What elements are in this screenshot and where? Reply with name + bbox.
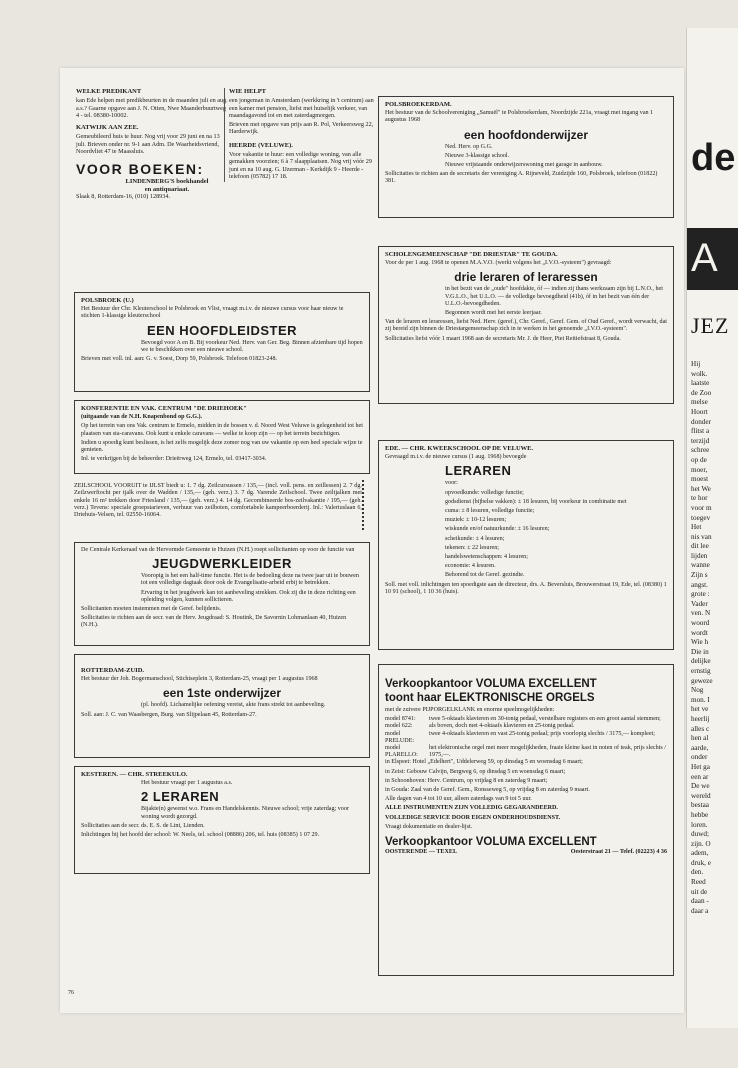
ad-text: Sollicitaties te richten aan de secretaris der vereniging A. Rijneveld, Zuidzijde 160, Polsbroek, telefoon (01822) 381. <box>385 171 658 185</box>
voluma-ad <box>378 664 674 976</box>
text-line: bestaa <box>691 801 709 810</box>
ad-heading: KONFERENTIE EN VAK. CENTRUM "DE DRIEHOEK" <box>81 405 247 412</box>
text-line: Vader <box>691 599 708 608</box>
column-text-fragment <box>691 360 713 916</box>
leraren-title: 2 LERAREN <box>141 789 220 805</box>
model-desc: twee 4-oktaafs klavieren en vast 25-tonig pedaal; prijs voorlopig slechts / 3175,— kompleet; <box>429 730 655 737</box>
subject-item: opvoedkunde: volledige functie; <box>445 489 524 496</box>
ad-subtext: voor: <box>445 480 458 487</box>
driestar-ad <box>378 246 674 404</box>
model-row <box>385 723 667 730</box>
subject-list <box>445 490 667 580</box>
subject-item: tekenen: ± 22 lesuren; <box>445 544 499 551</box>
text-line: op de <box>691 455 707 464</box>
lindenberg-address: Slaak 8, Rotterdam-16, (010) 128934. <box>76 192 170 200</box>
text-line: woord <box>691 619 710 628</box>
text-line: wordt <box>691 628 708 637</box>
ad-heading: WIE HELPT <box>229 88 267 95</box>
text-line: grote : <box>691 590 710 599</box>
ad-text: Alle dagen van 4 tot 10 uur, alleen zaterdags van 9 tot 5 uur. <box>385 796 532 803</box>
ad-subtext: in het bezit van de „oude" hoofdakte, óf — indien zij thans werkzaam zijn bij L.N.O., het V.G.L.O., het U.L.O. — de volledige bevoegdheid (41b), óf in het bezit van één der U.L.O.-bevoegdheden. <box>445 286 663 307</box>
ad-text: Gemeubileerd huis te huur. Nog vrij voor 29 juni en na 13 juli. Brieven onder nr. 9-1 aan Adm. De Waarheidsvriend, Noordvliet 47 te Maassluis. <box>76 133 220 156</box>
box-letter: A <box>691 236 718 280</box>
ad-text: De Centrale Kerkeraad van de Hervormde Gemeente te Huizen (N.H.) roept sollicitanten op voor de functie van <box>81 547 355 553</box>
ad-heading: EDE. — CHR. KWEEKSCHOOL OP DE VELUWE. <box>385 445 534 452</box>
page-number: 76 <box>68 990 74 996</box>
antiquariaat-text: en antiquariaat. <box>144 185 190 193</box>
text-line: wolk. <box>691 369 708 378</box>
adjacent-page <box>686 28 738 1028</box>
text-line: mon. I <box>691 695 710 704</box>
newspaper-page <box>60 68 684 1013</box>
text-line: Het <box>691 523 702 532</box>
ede-ad <box>378 440 674 650</box>
demo-location: in Elspeet: Hotel „Edelhert", Uddelerweg 59, op dinsdag 5 en woensdag 6 maart; <box>385 759 583 766</box>
ad-text: VOLLEDIGE SERVICE DOOR EIGEN ONDERHOUDSDIENST. <box>385 814 561 821</box>
text-line: uit de <box>691 887 708 896</box>
text-line: adem, <box>691 849 709 858</box>
lindenberg-name: LINDENBERG'S boekhandel <box>125 178 209 186</box>
text-line: flitst a <box>691 427 710 436</box>
ad-text: ZEILSCHOOL VOORUIT te IJLST biedt u: 1. 7 dg. Zeilcursussen / 135,— (incl. voll. pens. en zeillessen) 2. 7 dg. Zeilzwerftocht per tjalk over de Wadden / 135,— (geh. verz.) 3. 7 dg. Varende Zeilschool. Twee zeiltjalken met enkele 16 m² trekken door Friesland / 135,— (geh. verz.) 4. 14 dg. Gecombineerde bos-zeilvakantie / 195,— (geh. verz.) Tevens: speciale groepstarieven, verhuur van zeilboten, comfortabele kampeerboerderij. Inl.: Valeriuslaan 6, Driehuis-Velsen, tel. 02550-16064. <box>74 482 362 519</box>
voluma-address: Oesterstraat 21 — Telef. (02223) 4 36 <box>570 849 667 856</box>
ad-heading: KATWIJK AAN ZEE. <box>76 124 139 132</box>
ad-text: Indien u spoedig kunt beslissen, is het zelfs mogelijk deze zomer nog van uw vakantie op een heel speciale wijze te genieten. <box>81 439 363 454</box>
text-line: het ve <box>691 705 709 714</box>
text-line: terzijd <box>691 436 710 445</box>
text-line: hen al <box>691 734 709 743</box>
text-line: daan - <box>691 897 709 906</box>
ad-text: Brieven met voll. inl. aan: G. v. Soest, Dorp 59, Polsbroek. Telefoon 01823-248. <box>81 356 278 363</box>
text-line: den. <box>691 868 704 877</box>
ad-heading: KESTEREN. — CHR. STREEKULO. <box>81 771 188 778</box>
ad-text: Van de leraren en leraressen, liefst Ned. Herv. (geref.), Chr. Geref., Geref. Gem. of Oud Geref., wordt verwacht, dat zij bereid zijn binnen de Driestargemeenschap zich in te werken in het genoemde „I.V.O.-systeem". <box>385 319 667 333</box>
ad-subtext: (pl. hoofd). Lichamelijke oefening vereist, akte frans strekt tot aanbeveling. <box>141 702 326 709</box>
subject-item: wiskunde en/of natuurkunde: ± 16 lesuren; <box>445 526 550 533</box>
text-line: toegev <box>691 513 711 522</box>
voluma-title-line1: Verkoopkantoor VOLUMA EXCELLENT <box>385 678 597 690</box>
text-line: heerlij <box>691 714 710 723</box>
hoofdleidster-title: EEN HOOFDLEIDSTER <box>146 322 298 338</box>
text-line: moer, <box>691 465 708 474</box>
demo-location: in Zeist: Gebouw Calvijn, Bergweg 6, op dinsdag 5 en woensdag 6 maart; <box>385 768 566 775</box>
subject-item: handelswetenschappen: 4 lesuren; <box>445 554 528 561</box>
model-row <box>385 731 667 745</box>
model-desc: twee 5-oktaafs klavieren en 30-tonig pedaal, verstelbare registers en een groot aantal stemmen; <box>429 716 661 723</box>
text-line: Het ga <box>691 762 710 771</box>
text-line: druk, e <box>691 858 711 867</box>
text-line: De we <box>691 782 710 791</box>
text-line: ernstig <box>691 667 711 675</box>
model-name: model PRELUDE: <box>385 730 415 744</box>
text-line: delijke <box>691 657 711 666</box>
wie-helpt-ad <box>224 88 375 182</box>
ad-text: Soll. met voll. inlichtingen ten spoedigste aan de directeur, drs. A. Beversluis, Brouwerstraat 19, Ede, tel. (08380) 1 10 91 (school), 1 10 36 (huis). <box>385 581 667 595</box>
jeugdwerkleider-title: JEUGDWERKLEIDER <box>152 556 292 572</box>
text-line: Hoort <box>691 407 708 416</box>
huizen-ad <box>74 542 370 646</box>
ad-text: kan Ede helpen met predikbeurten in de maanden juli en aug. a.s.? Gaarne opgave aan J. N. Otten, Nwe Maanderbuurtweg 4 - tel. 08380-10002. <box>76 97 228 119</box>
text-line: moest <box>691 475 709 484</box>
ad-heading: HEERDE (VELUWE). <box>229 141 293 149</box>
ad-subtext: Bevoegd voor A en B. Bij voorkeur Ned. Herv. van Ger. Beg. Binnen afzienbare tijd hopen we te beschikken over een nieuwe school. <box>141 339 363 353</box>
voluma-city: OOSTERENDE — TEXEL <box>385 849 458 856</box>
ad-text: Inl. te verkrijgen bij de beheerder: Drieërweg 124, Ermelo, tel. 03417-3034. <box>81 456 267 463</box>
ede-leraren-title: LERAREN <box>445 463 512 479</box>
text-line: hebbe <box>691 810 709 819</box>
text-line: Zijn s <box>691 571 708 580</box>
text-line: schree <box>691 446 710 455</box>
model-desc: als boven, doch met 4-oktaafs klavieren en 25-tonig pedaal. <box>429 723 575 730</box>
text-line: een ar <box>691 772 709 781</box>
polsbroekerdam-ad <box>378 96 674 218</box>
subject-item: cuma: ± 8 lesuren, volledige functie; <box>445 508 535 515</box>
ad-subheading: (uitgaande van de N.H. Knapenbond op G.G.). <box>81 414 203 421</box>
ad-text: Het bestuur van de Schoolvereniging „Samuël" te Polsbroekerdam, Noordzijde 221a, vraagt met ingang van 1 augustus 1968 <box>385 110 654 124</box>
ad-text: Het bestuur der Joh. Bogermanschool, Stichtseplein 3, Rotterdam-25, vraagt per 1 augustus 1968 <box>81 676 318 683</box>
text-line: zijn. O <box>691 839 711 848</box>
ad-text: Op het terrein van ons Vak. centrum te Ermelo, midden in de bossen v. d. Noord West Veluwe is gelegenheid tot het plaatsen van sta-caravans. Ook kunt u enkele caravans — welke te koop zijn — op het terrein bezichtigen. <box>81 423 363 437</box>
ad-text: een jongeman in Amsterdam (werkkring in 't centrum) aan een kamer met pension, liefst met huiselijk verkeer, van maandagavond tot en met zaterdagmorgen. <box>229 97 374 119</box>
subject-item: godsdienst (bijbelse vakken): ± 18 lesuren, bij voorkeur in combinatie met <box>445 498 627 505</box>
ad-text: Brieven met opgave van prijs aan R. Pol, Verkeersweg 22, Harderwijk. <box>229 121 374 136</box>
voor-boeken-heading: VOOR BOEKEN: <box>76 161 204 178</box>
welke-predikant-ad <box>76 88 228 200</box>
subject-item: economie: 4 lesuren. <box>445 563 496 570</box>
model-name: model 8741: <box>385 716 416 723</box>
ad-text: Vraagt dokumentatie en dealer-lijst. <box>385 823 473 830</box>
text-line: Die in <box>691 647 709 656</box>
voluma-footer-title: Verkoopkantoor VOLUMA EXCELLENT <box>385 836 597 849</box>
voluma-footer-address <box>385 849 667 856</box>
text-line: onder <box>691 753 708 762</box>
ad-text: Soll. aan: J. C. van Waasbergen, Burg. van Slijpelaan 45, Rotterdam-27. <box>81 711 257 718</box>
ad-text: Sollicitaties liefst vóór 1 maart 1968 aan de secretaris Mr. J. de Heer, Piet Reitiefstraat 8, Gouda. <box>385 335 621 342</box>
text-line: lijden <box>691 551 708 560</box>
text-line: duwd; <box>691 830 709 839</box>
ad-text: Sollicitaties te richten aan de secr. van de Herv. Jeugdraad: S. Houtink, De Savornin Lohmanlaan 40, Huizen (N.H.). <box>81 615 347 629</box>
ad-subtext: Ned. Herv. op G.G. <box>445 143 493 150</box>
ad-text: met de zuivere PIJPORGELKLANK en enorme speelmogelijkheden: <box>385 707 555 713</box>
subject-item: scheikunde: ± 4 lesuren; <box>445 535 505 542</box>
ad-subtext: Vooropig is het een half-time functie. Het is de bedoeling deze na twee jaar uit te bouwen tot een volledige dagtaak door ook de Evangelisatie-arbeid erbij te betrekken. <box>141 573 360 587</box>
rotterdam-ad <box>74 654 370 758</box>
model-name: model 622: <box>385 723 413 730</box>
ad-text: ALLE INSTRUMENTEN ZIJN VOLLEDIG GEGARANDEERD. <box>385 805 558 812</box>
ad-subtext: Ervaring in het jeugdwerk kan tot aanbeveling strekken. Ook zij die in deze richting een opleiding volgen, kunnen solliciteren. <box>141 589 356 603</box>
text-line: Nog <box>691 686 704 695</box>
ad-heading: WELKE PREDIKANT <box>76 88 142 95</box>
ad-text: Inlichtingen bij het hoofd der school: W. Neels, tel. school (08886) 206, tel. huis (08385) 1 07 29. <box>81 832 320 839</box>
ad-text: Voor de per 1 aug. 1968 te openen M.A.V.O. (werkt volgens het „I.V.O.-systeem") gevraagd: <box>385 260 612 267</box>
text-line: alles c <box>691 724 710 733</box>
ad-subtext: Begonnen wordt met het eerste leerjaar. <box>445 310 542 317</box>
ad-heading: POLSBROEKERDAM. <box>385 101 452 108</box>
text-line: nis van <box>691 532 712 541</box>
text-line: melse <box>691 398 708 407</box>
ad-text: Het bestuur vraagt per 1 augustus a.s. <box>141 780 233 787</box>
model-name: model PLARELLO: <box>385 745 418 759</box>
model-row <box>385 745 667 759</box>
black-box <box>687 228 738 290</box>
text-line: te hor <box>691 494 708 503</box>
text-line: laatste <box>691 379 710 388</box>
headline-fragment: de <box>691 137 736 179</box>
ad-text: Sollicitaties aan de secr. ds. E. S. de Lint, Lienden. <box>81 822 205 829</box>
dotted-border <box>362 480 370 530</box>
hoofdonderwijzer-title: een hoofdonderwijzer <box>463 127 588 142</box>
ad-text: Gevraagd m.i.v. de nieuwe cursus (1 aug. 1968) bevoegde <box>385 454 527 461</box>
subject-item: muziek: ± 10-12 lesuren; <box>445 517 507 524</box>
text-line: angst. <box>691 580 708 589</box>
text-line: Wie h <box>691 638 709 647</box>
ad-text: Het Bestuur der Chr. Kleuterschool te Polsbroek en Vlist, vraagt m.i.v. de nieuwe cursus voor haar nieuw te stichten 1-klassige kleuterschool <box>81 306 344 320</box>
text-line: het We <box>691 484 711 493</box>
kesteren-ad <box>74 766 370 874</box>
polsbroek-ad <box>74 292 370 392</box>
ad-heading: POLSBROEK (U.) <box>81 297 134 304</box>
ad-subtext: Nieuwe vrijstaande onderwijzerswoning met garage in aanbouw. <box>445 162 603 169</box>
ad-heading: ROTTERDAM-ZUID. <box>81 667 145 674</box>
subheadline-fragment: JEZ <box>691 313 730 338</box>
text-line: ven. N <box>691 609 711 618</box>
ad-heading: SCHOLENGEMEENSCHAP "DE DRIESTAR" TE GOUDA. <box>385 251 558 258</box>
text-line: de Zoo <box>691 388 712 397</box>
text-line: Hij <box>691 360 701 368</box>
onderwijzer-title: een 1ste onderwijzer <box>162 686 282 701</box>
text-line: daar a <box>691 906 709 915</box>
text-line: dit lee <box>691 542 709 551</box>
text-line: voor m <box>691 503 712 512</box>
text-line: aarde, <box>691 743 709 752</box>
demo-location: in Gouda: Zaal van de Geref. Gem., Ronsseweg 5, op vrijdag 8 en zaterdag 9 maart. <box>385 787 590 794</box>
text-line: geweze <box>691 676 713 685</box>
model-desc: het elektronische orgel met meer mogelijkheden, fraaie kleine kast in noten of teak, prijs slechts / 1975,—. <box>429 745 666 759</box>
subject-item: Behorend tot de Geref. gezindte. <box>445 572 525 579</box>
ad-subtext: Nieuwe 3-klassige school. <box>445 152 510 159</box>
konferentie-ad <box>74 400 370 474</box>
zeilschool-ad <box>74 482 362 520</box>
text-line: Reed <box>691 878 706 887</box>
text-line: donder <box>691 417 711 426</box>
text-line: loren. <box>691 820 708 829</box>
text-line: wanne <box>691 561 710 570</box>
text-line: wereld <box>691 791 711 800</box>
ad-text: Sollicitanten moeten instemmen met de Geref. belijdenis. <box>81 606 222 613</box>
demo-location: in Schoonhoven: Herv. Centrum, op vrijdag 8 en zaterdag 9 maart; <box>385 777 548 784</box>
ad-subtext: Bijakte(n) gewenst w.o. Frans en Handelskennis. Nieuwe school; vrije zaterdag; voor woning wordt gezorgd. <box>141 806 349 820</box>
ad-text: Voor vakantie te huur: een volledige woning, van alle gemakken voorzien; 6 à 7 slaapplaatsen. Nog vrij vóór 29 juni en na 10 aug. G. IJzerman - Kerkdijk 9 - Heerde - telefoon (05782) 17 18. <box>229 151 372 180</box>
driestar-title: drie leraren of leraressen <box>454 270 598 285</box>
voluma-title-line2: toont haar ELEKTRONISCHE ORGELS <box>385 692 595 704</box>
